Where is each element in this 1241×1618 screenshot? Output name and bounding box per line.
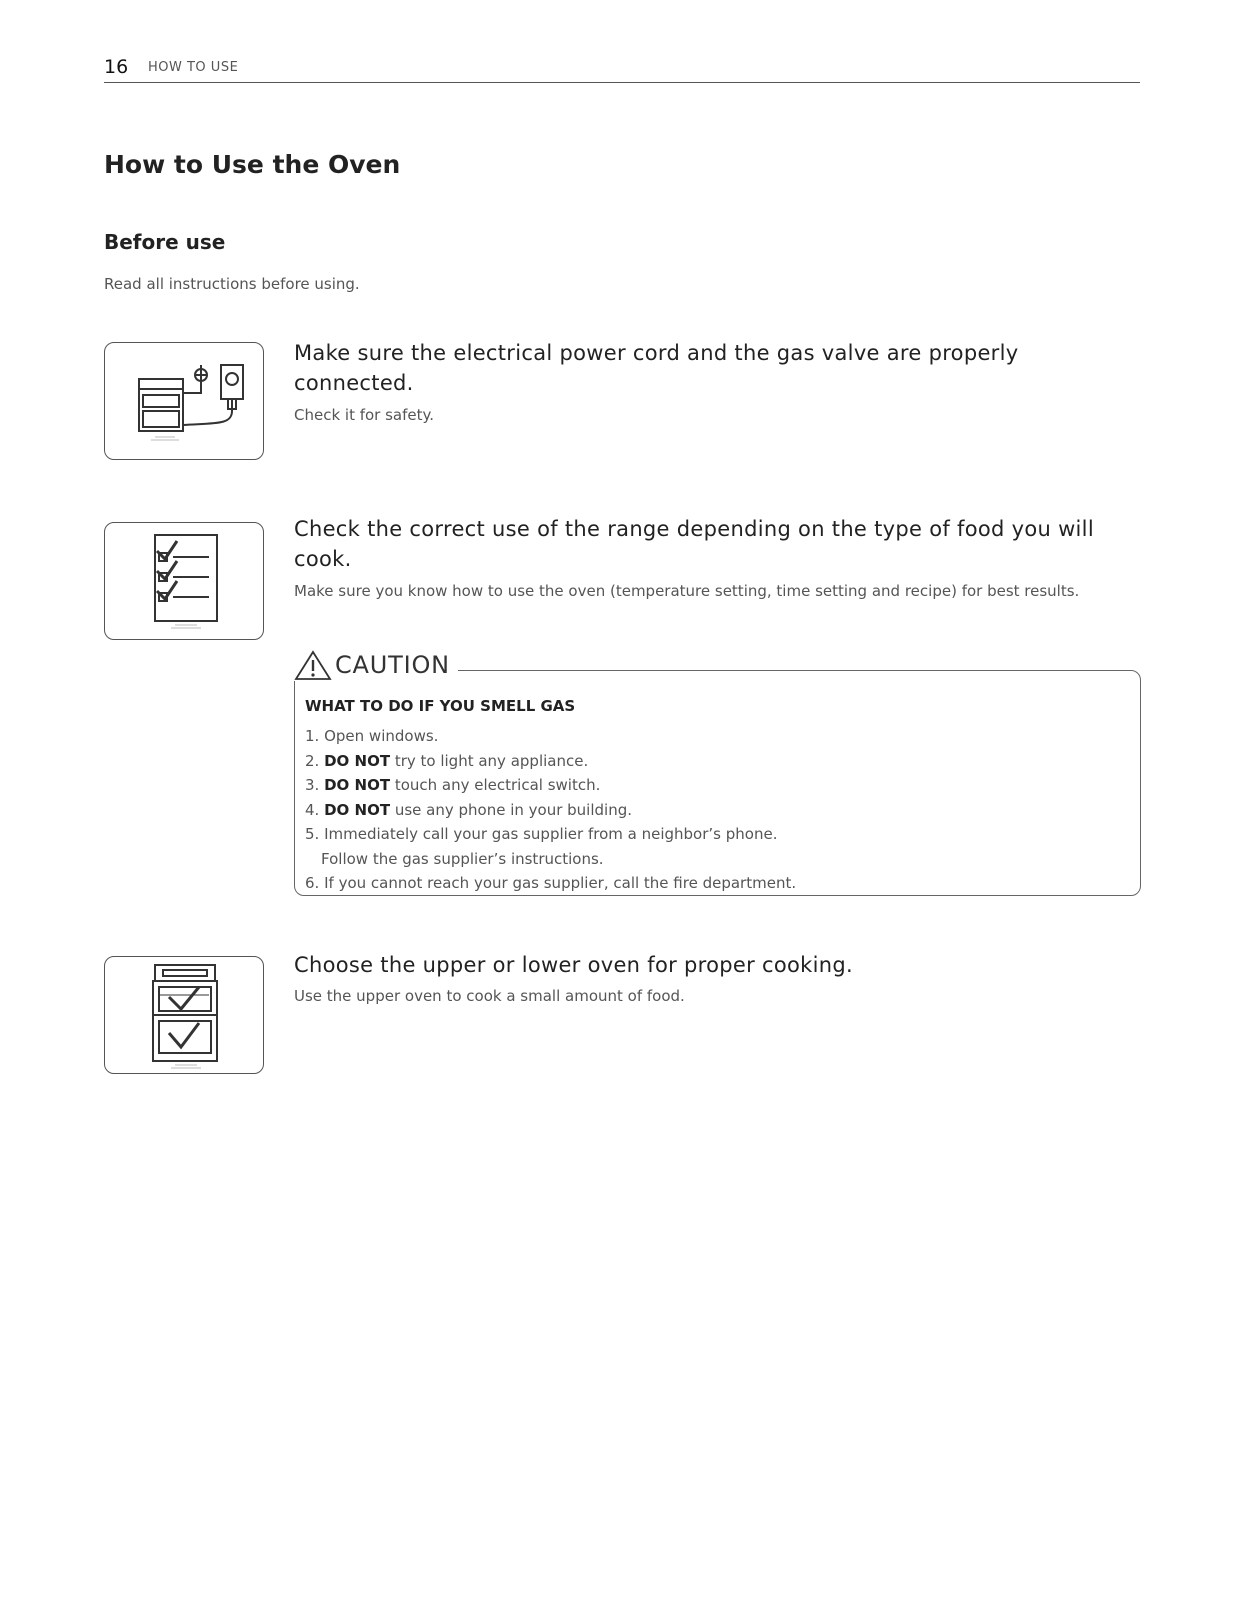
page-number: 16: [104, 56, 129, 78]
caution-label: CAUTION: [335, 651, 450, 679]
step-2-heading: Check the correct use of the range depending on the type of food you will cook.: [294, 517, 1094, 571]
caution-item: 3. DO NOT touch any electrical switch.: [305, 776, 601, 794]
page-title: How to Use the Oven: [104, 150, 401, 179]
caution-heading: [289, 649, 458, 681]
step-1-body: Check it for safety.: [294, 406, 435, 424]
step-1-illustration: [104, 342, 264, 460]
caution-item: 2. DO NOT try to light any appliance.: [305, 751, 589, 770]
caution-box: [294, 651, 1141, 896]
step-3-heading: Choose the upper or lower oven for proper cooking.: [294, 953, 853, 977]
section-subtitle: Before use: [104, 230, 226, 254]
page-header: [104, 56, 1140, 83]
caution-item: 4. DO NOT use any phone in your building.: [305, 800, 632, 819]
caution-list: [305, 724, 796, 896]
caution-item: 5. Immediately call your gas supplier from a neighbor’s phone.: [305, 825, 778, 843]
step-3-illustration: [104, 956, 264, 1074]
caution-item: 6. If you cannot reach your gas supplier, call the fire department.: [305, 874, 797, 892]
warning-triangle-icon: [293, 649, 333, 681]
step-2-illustration: [104, 522, 264, 640]
caution-item: Follow the gas supplier’s instructions.: [321, 849, 604, 868]
caution-item: 1. Open windows.: [305, 727, 439, 745]
double-oven-icon: [105, 957, 265, 1075]
step-3-body: Use the upper oven to cook a small amount of food.: [294, 987, 685, 1005]
step-1-heading: Make sure the electrical power cord and the gas valve are properly connected.: [294, 341, 1019, 395]
step-2-body: Make sure you know how to use the oven (temperature setting, time setting and recipe) for best results.: [294, 582, 1080, 600]
caution-title: WHAT TO DO IF YOU SMELL GAS: [305, 697, 576, 715]
section-label: HOW TO USE: [148, 60, 239, 75]
checklist-icon: [105, 523, 265, 641]
intro-text: Read all instructions before using.: [104, 275, 360, 293]
power-gas-connection-icon: [105, 343, 265, 461]
